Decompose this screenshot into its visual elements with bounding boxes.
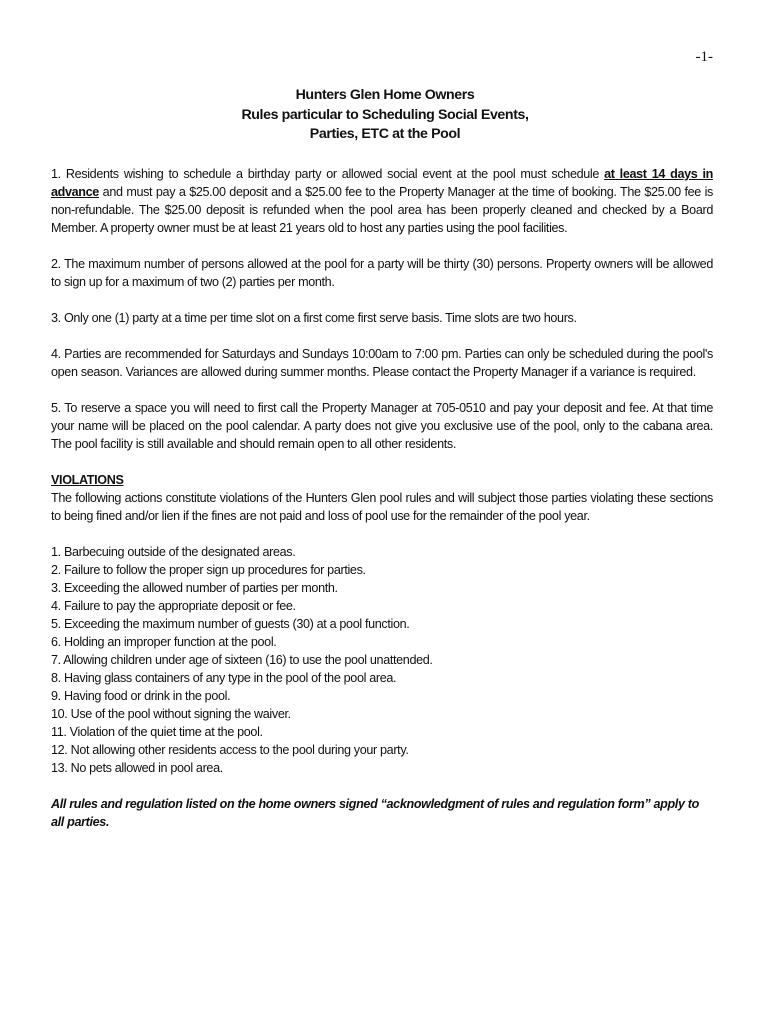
- rule-1: [51, 165, 713, 237]
- violation-item: 1. Barbecuing outside of the designated areas.: [51, 545, 296, 559]
- rule-5: 5. To reserve a space you will need to first call the Property Manager at 705-0510 and pay your deposit and fee. At that time your name will be placed on the pool calendar. A party does not give you exclusive use of the pool, only to the cabana area. The pool facility is still available and should remain open to all other residents.: [51, 401, 713, 451]
- violations-intro: The following actions constitute violations of the Hunters Glen pool rules and will subject those parties violating these sections to being fined and/or lien if the fines are not paid and loss of pool use for the remainder of the pool year.: [51, 491, 713, 523]
- violation-item: 9. Having food or drink in the pool.: [51, 689, 231, 703]
- rule-4: 4. Parties are recommended for Saturdays and Sundays 10:00am to 7:00 pm. Parties can only be scheduled during the pool's open season. Variances are allowed during summer months. Please contact the Property Manager if a variance is required.: [51, 347, 713, 379]
- violation-item: 4. Failure to pay the appropriate deposit or fee.: [51, 599, 296, 613]
- document-title: [0, 86, 770, 145]
- violation-item: 3. Exceeding the allowed number of parties per month.: [51, 581, 338, 595]
- violation-item: 13. No pets allowed in pool area.: [51, 761, 223, 775]
- document-body: [51, 165, 713, 831]
- title-line-2: Rules particular to Scheduling Social Events,: [241, 106, 529, 123]
- rule-2: 2. The maximum number of persons allowed at the pool for a party will be thirty (30) persons. Property owners will be allowed to sign up for a maximum of two (2) parties per month.: [51, 257, 713, 289]
- title-line-1: Hunters Glen Home Owners: [295, 87, 475, 103]
- violations-list: [51, 543, 713, 777]
- closing-statement: All rules and regulation listed on the home owners signed “acknowledgment of rules and regulation form” apply to all parties.: [51, 797, 699, 829]
- rule-3: 3. Only one (1) party at a time per time slot on a first come first serve basis. Time slots are two hours.: [51, 311, 577, 325]
- title-line-3: Parties, ETC at the Pool: [309, 126, 461, 142]
- violation-item: 8. Having glass containers of any type in the pool of the pool area.: [51, 671, 397, 685]
- rule-1-text-a: 1. Residents wishing to schedule a birthday party or allowed social event at the pool must schedule: [51, 167, 605, 181]
- violation-item: 10. Use of the pool without signing the waiver.: [51, 707, 291, 721]
- rule-1-text-b: and must pay a $25.00 deposit and a $25.00 fee to the Property Manager at the time of booking. The $25.00 fee is non-refundable. The $25.00 deposit is refunded when the pool area has been properly cleaned and checked by a Board Member. A property owner must be at least 21 years old to host any parties using the pool facilities.: [51, 185, 713, 235]
- rule-1-emphasis: at least 14 days in advance: [51, 167, 714, 199]
- violation-item: 7. Allowing children under age of sixteen (16) to use the pool unattended.: [51, 653, 433, 667]
- violation-item: 11. Violation of the quiet time at the pool.: [51, 725, 263, 739]
- violation-item: 6. Holding an improper function at the pool.: [51, 635, 277, 649]
- violations-heading: VIOLATIONS: [51, 473, 124, 487]
- violation-item: 2. Failure to follow the proper sign up procedures for parties.: [51, 563, 366, 577]
- violation-item: 12. Not allowing other residents access to the pool during your party.: [51, 743, 409, 757]
- page-number: -1-: [695, 49, 713, 65]
- violation-item: 5. Exceeding the maximum number of guests (30) at a pool function.: [51, 617, 410, 631]
